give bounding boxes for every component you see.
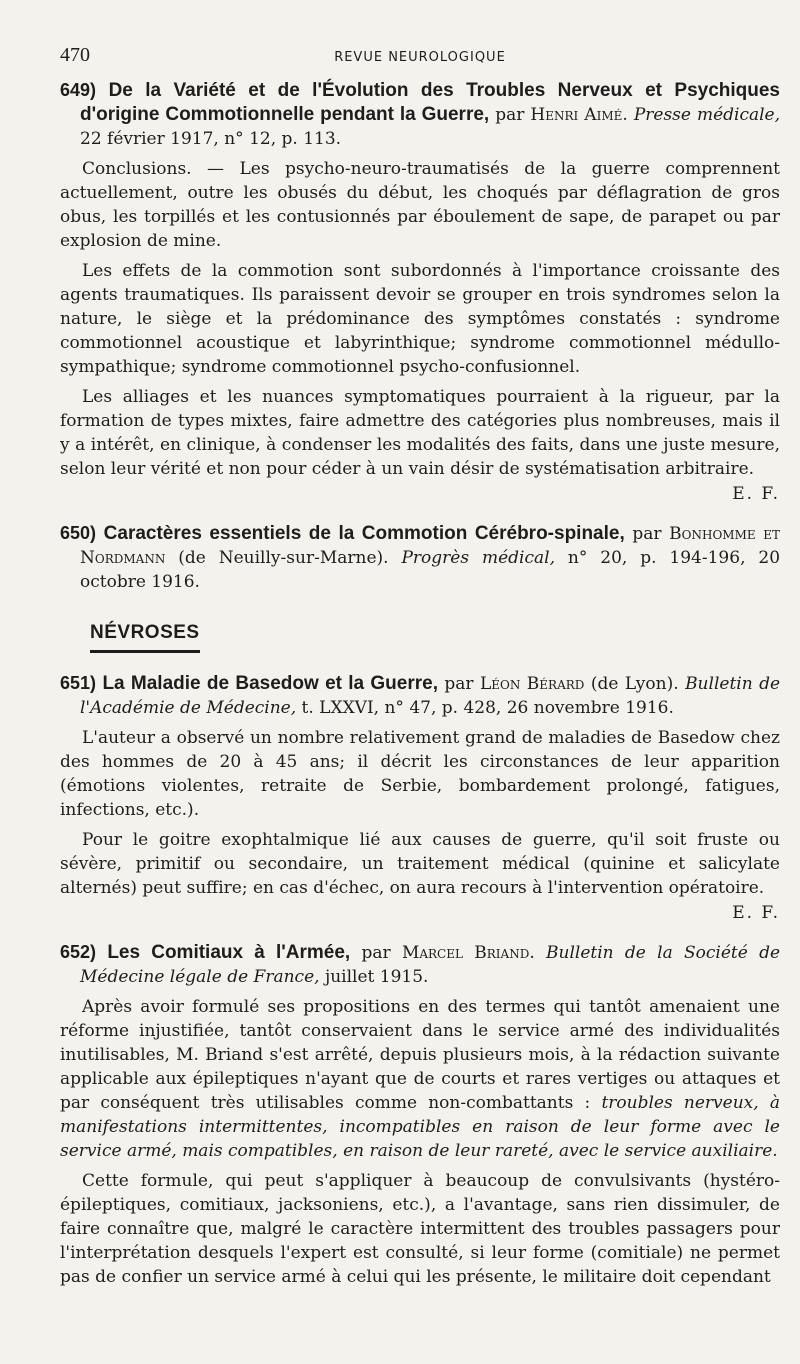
entry-source: Presse médicale, xyxy=(633,105,781,125)
running-title: REVUE NEUROLOGIQUE xyxy=(334,50,506,65)
entry-651-head xyxy=(60,671,780,720)
entry-place: (de Neuilly-sur-Marne). xyxy=(178,548,389,568)
section-heading: NÉVROSES xyxy=(90,622,200,653)
page-number: 470 xyxy=(60,44,90,66)
signature: E. F. xyxy=(732,484,780,504)
page xyxy=(60,44,780,1305)
entry-number: 652) xyxy=(60,942,97,962)
entry-number: 649) xyxy=(60,80,97,100)
entry-649 xyxy=(60,78,780,505)
running-head xyxy=(60,44,780,78)
entry-title: Caractères essentiels de la Commotion Cérébro-spinale, xyxy=(103,523,625,544)
by-word: par xyxy=(495,105,525,125)
paragraph-italic-text: troubles nerveux, à manifestations intermittentes, incompatibles en raison de leur forme avec le service armé, mais compatibles, en raison de leur rareté, avec le service auxiliaire. xyxy=(60,1093,780,1161)
entry-author: Marcel Briand. xyxy=(401,943,535,963)
entry-650-head xyxy=(60,521,780,594)
paragraph: L'auteur a observé un nombre relativement grand de maladies de Basedow chez des hommes de 20 à 45 ans; il décrit les circonstances de leur apparition (émotions violentes, retraite de Serbie, bombardement prolongé, fatigues, infections, etc.). xyxy=(60,728,780,820)
entry-title: La Maladie de Basedow et la Guerre, xyxy=(102,673,438,694)
signature: E. F. xyxy=(732,903,780,923)
entry-649-head xyxy=(60,78,780,151)
paragraph: Les alliages et les nuances symptomatiques pourraient à la rigueur, par la formation de types mixtes, faire admettre des catégories plus nombreuses, mais il y a intérêt, en clinique, à condenser les modalités des faits, dans une juste mesure, selon leur vérité et non pour céder à un vain désir de systématisation arbitraire. xyxy=(60,387,780,479)
paragraph: Cette formule, qui peut s'appliquer à beaucoup de convulsivants (hystéro-épileptiques, comitiaux, jacksoniens, etc.), a l'avantage, sans rien dissimuler, de faire connaître que, malgré le caractère intermittent des troubles passagers pour l'interprétation desquels l'expert est consulté, si leur forme (comitiale) ne permet pas de confier un service armé à celui qui les présente, le militaire doit cependant xyxy=(60,1171,780,1287)
entry-source: Bulletin de la Société de Médecine légale de France, xyxy=(80,943,781,987)
entry-citation: n° 20, p. 194-196, 20 octobre 1916. xyxy=(80,548,781,592)
entry-652-head xyxy=(60,940,780,989)
paragraph: Conclusions. — Les psycho-neuro-traumatisés de la guerre comprennent actuellement, outre les obusés du début, les choqués par déflagration de gros obus, les torpillés et les contusionnés par éboulement de sape, de parapet ou par explosion de mine. xyxy=(60,159,780,251)
entry-citation: t. LXXVI, n° 47, p. 428, 26 novembre 1916. xyxy=(301,698,674,718)
entry-651 xyxy=(60,671,780,924)
entry-author: Henri Aimé. xyxy=(530,105,628,125)
paragraph xyxy=(60,995,780,1163)
entry-source: Progrès médical, xyxy=(401,548,555,568)
entry-source: Bulletin de l'Académie de Médecine, xyxy=(80,674,781,718)
entry-title: Les Comitiaux à l'Armée, xyxy=(107,942,351,963)
entry-author: Léon Bérard xyxy=(479,674,585,694)
entry-author: Bonhomme et Nordmann xyxy=(80,524,781,568)
by-word: par xyxy=(632,524,662,544)
entry-title: De la Variété et de l'Évolution des Troubles Nerveux et Psychiques d'origine Commotionnelle pendant la Guerre, xyxy=(80,80,780,125)
by-word: par xyxy=(444,674,474,694)
entry-650 xyxy=(60,521,780,594)
by-word: par xyxy=(361,943,391,963)
paragraph-text: Après avoir formulé ses propositions en des termes qui tantôt amenaient une réforme injustifiée, tantôt conservaient dans le service armé des individualités inutilisables, M. Briand s'est arrêté, depuis plusieurs mois, à la rédaction suivante applicable aux épileptiques n'ayant que de courts et rares vertiges ou attaques et par conséquent très utilisables comme non-combattants : xyxy=(60,997,780,1113)
paragraph: Les effets de la commotion sont subordonnés à l'importance croissante des agents traumatiques. Ils paraissent devoir se grouper en trois syndromes selon la nature, le siège et la prédominance des symptômes constatés : syndrome commotionnel acoustique et labyrinthique; syndrome commotionnel médullo-sympathique; syndrome commotionnel psycho-confusionnel. xyxy=(60,261,780,377)
entry-652 xyxy=(60,940,780,1289)
paragraph: Pour le goitre exophtalmique lié aux causes de guerre, qu'il soit fruste ou sévère, primitif ou secondaire, un traitement médical (quinine et salicylate alternés) peut suffire; en cas d'échec, on aura recours à l'intervention opératoire. xyxy=(60,830,780,898)
entry-number: 651) xyxy=(60,673,97,693)
entry-number: 650) xyxy=(60,523,97,543)
entry-place: (de Lyon). xyxy=(590,674,679,694)
entry-citation: juillet 1915. xyxy=(324,967,429,987)
entry-citation: 22 février 1917, n° 12, p. 113. xyxy=(80,129,342,149)
